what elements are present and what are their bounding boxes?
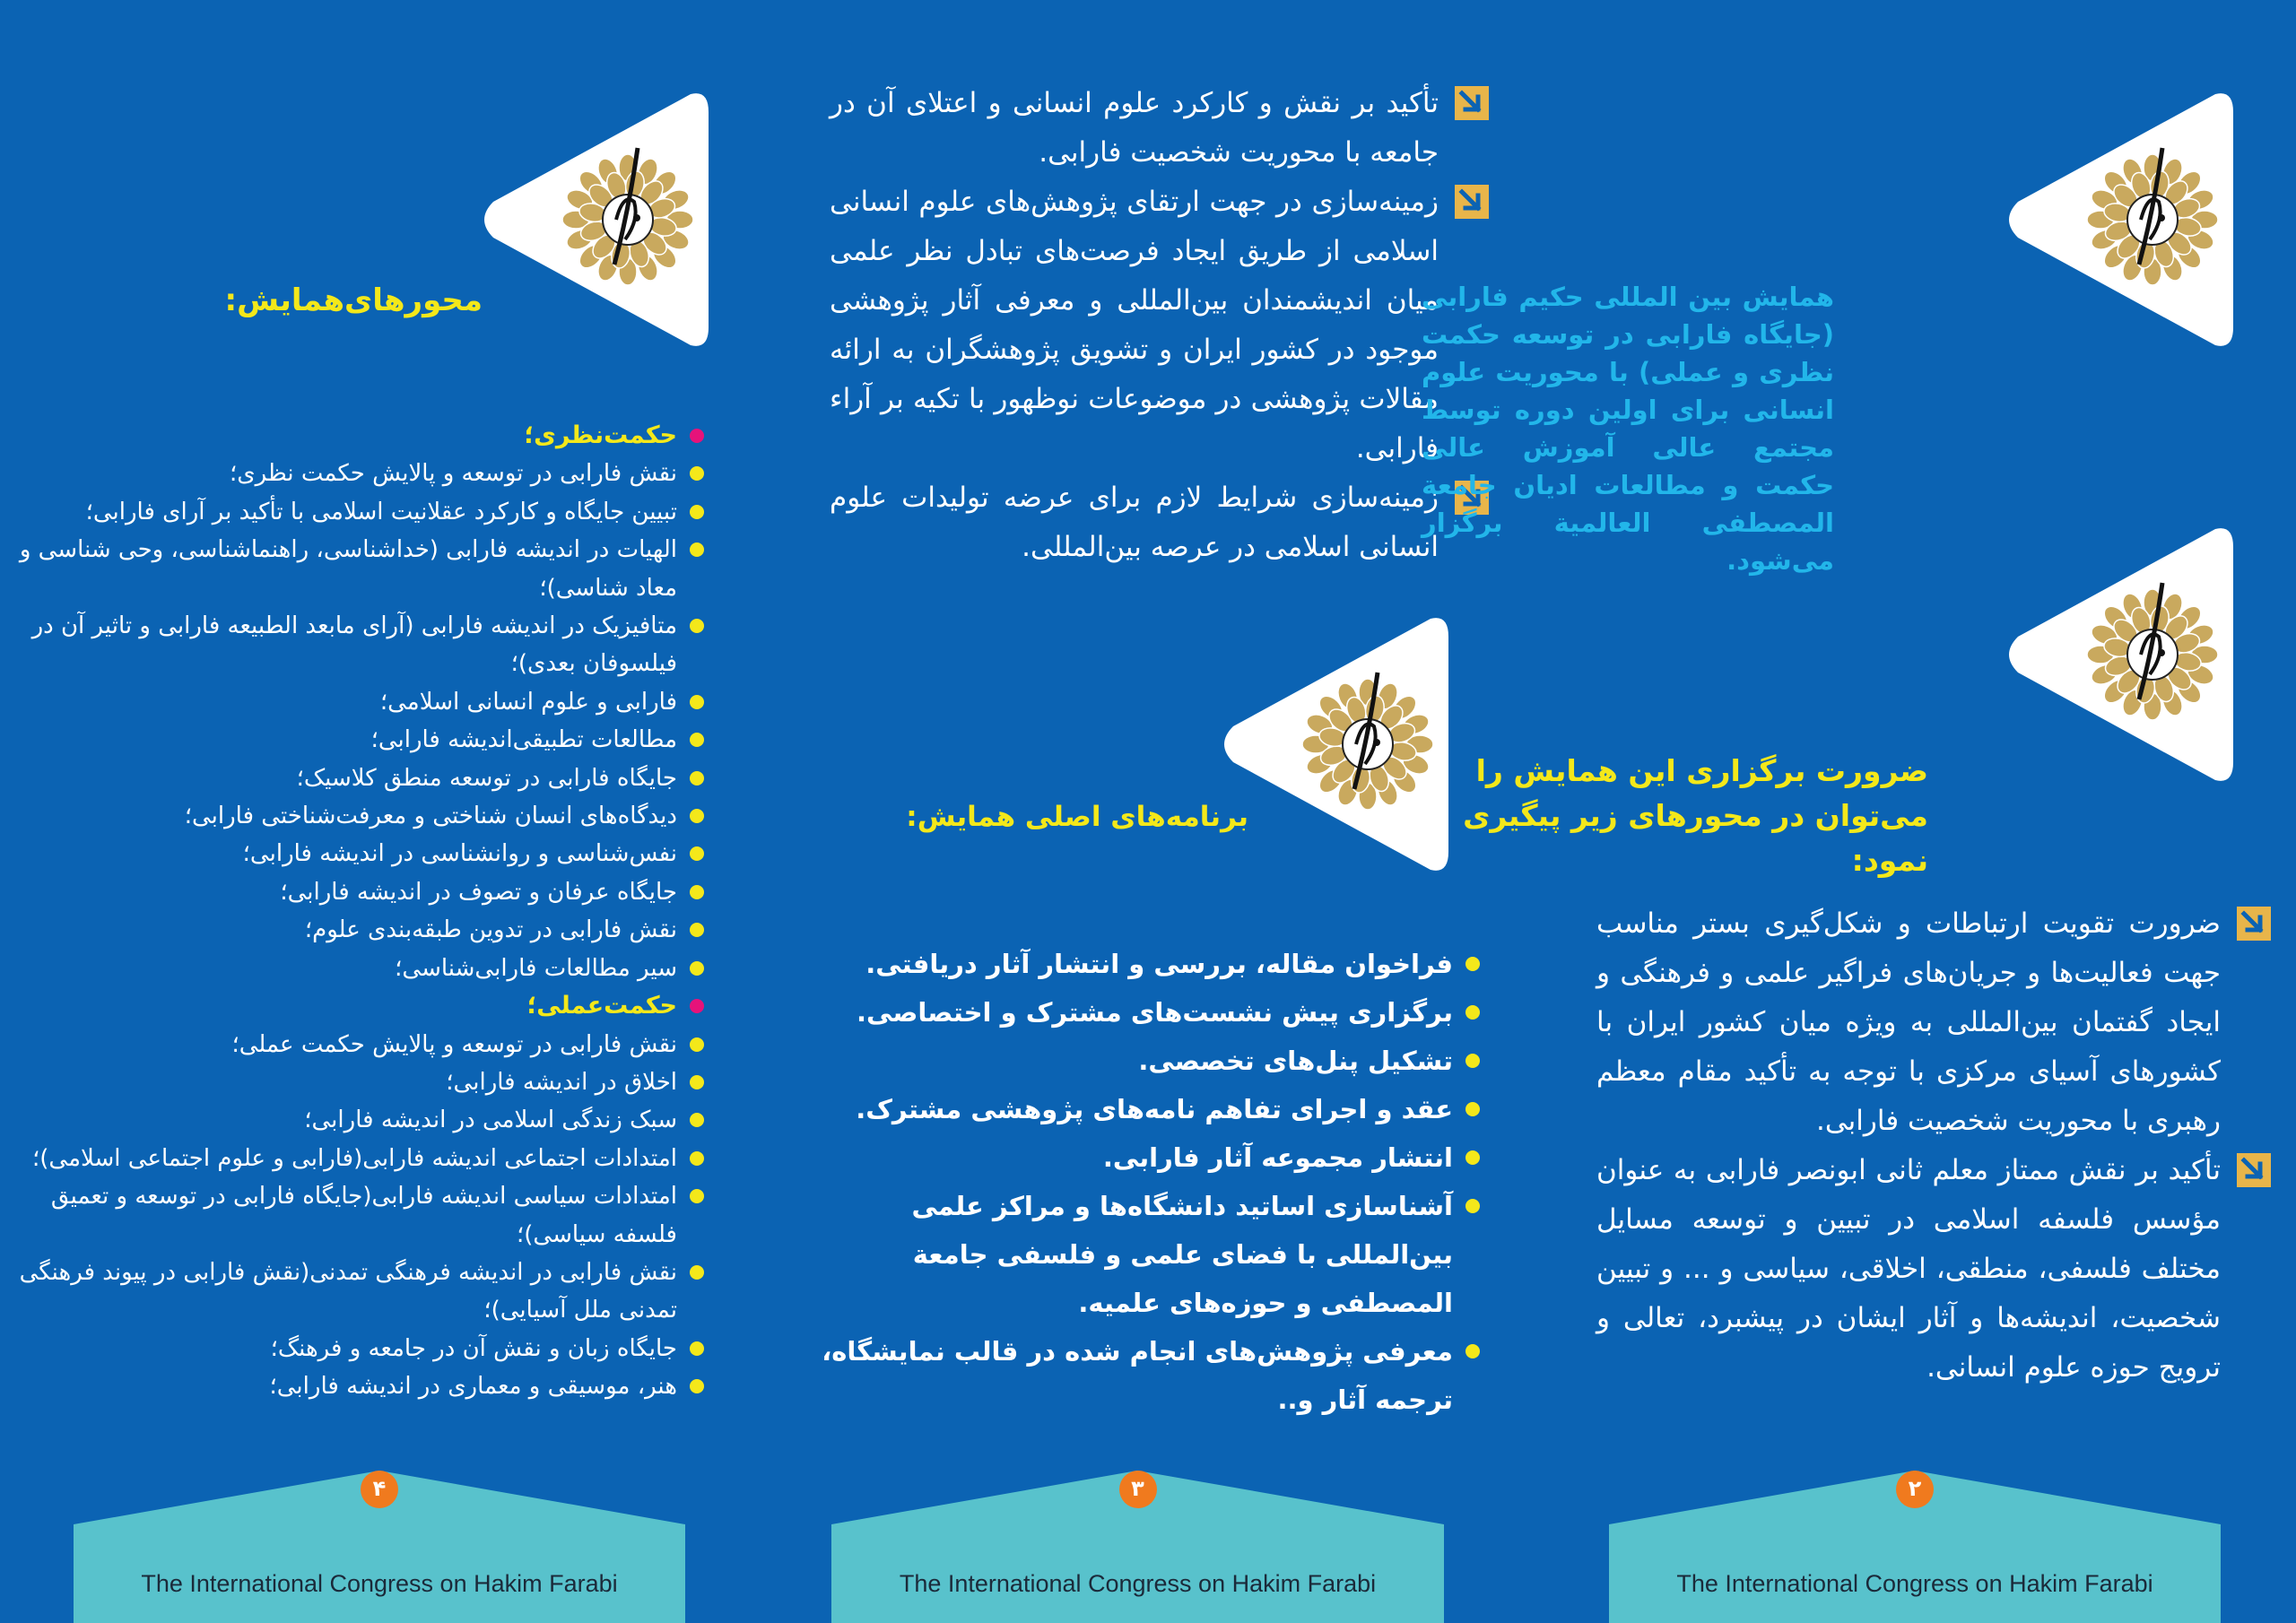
arrow-bullet-icon [2237,907,2271,941]
footer-band [74,1471,685,1623]
panel-axes [0,0,735,1623]
farabi-logo-icon [471,85,713,354]
list-item [830,178,1489,473]
list-item-text: زمینه‌سازی شرایط لازم برای عرضه تولیدات علوم انسانی اسلامی در عرصه بین‌المللی. [830,482,1439,563]
list-item: فراخوان مقاله، بررسی و انتشار آثار دریافتی. [816,940,1480,988]
list-item: الهیات در اندیشه فارابی (خداشناسی، راهنماشناسی، وحی شناسی و معاد شناسی)؛ [13,531,704,607]
list-item: جایگاه عرفان و تصوف در اندیشه فارابی؛ [13,873,704,911]
intro-text: همایش بین المللی حکیم فارابی (جایگاه فارابی در توسعه حکمت نظری و عملی) با محوریت علوم انسانی برای اولین دوره توسط مجتمع عالی آموزش عالی حکمت و مطالعات ادیان جامعة المصطفی العالمیة برگزار می‌شود. [1422,282,1834,576]
footer-band [831,1471,1444,1623]
footer-band [1609,1471,2221,1623]
programs-list [816,940,1480,1424]
list-item: نقش فارابی در توسعه و پالایش حکمت عملی؛ [13,1026,704,1063]
list-item: معرفی پژوهش‌های انجام شده در قالب نمایشگاه، ترجمه آثار و.. [816,1327,1480,1424]
list-item: مطالعات تطبیقی‌اندیشه فارابی؛ [13,721,704,759]
list-item-text: زمینه‌سازی در جهت ارتقای پژوهش‌های علوم انسانی اسلامی از طریق ایجاد فرصت‌های تبادل نظر علمی میان اندیشمندان بین‌المللی و معرفی آثار پژوهشی موجود در کشور ایران و تشویق پژوهشگران به ارائه مقالات پژوهشی در موضوعات نوظهور با تکیه بر آراء فارابی. [830,186,1439,464]
list-item [830,473,1489,572]
reasons-list [1596,899,2271,1393]
practice-subheading: حکمت‌عملی؛ [13,987,704,1025]
list-item: برگزاری پیش نشست‌های مشترک و اختصاصی. [816,988,1480,1037]
goals-list [830,79,1489,572]
panel-intro [1422,0,2296,1623]
list-item: اخلاق در اندیشه فارابی؛ [13,1063,704,1101]
list-item: انتشار مجموعه آثار فارابی. [816,1133,1480,1182]
farabi-logo-icon [1996,85,2238,354]
list-item: هنر، موسیقی و معماری در اندیشه فارابی؛ [13,1367,704,1405]
list-item: جایگاه زبان و نقش آن در جامعه و فرهنگ؛ [13,1330,704,1367]
list-item-text: ضرورت تقویت ارتباطات و شکل‌گیری بستر مناسب جهت فعالیت‌ها و جریان‌های فراگیر علمی و فرهنگی و ایجاد گفتمان بین‌المللی به ویژه میان کشور ایران با کشورهای آسیای مرکزی با توجه به تأکید مقام معظم رهبری با محوریت شخصیت فارابی. [1596,907,2221,1137]
panel-goals-programs [789,0,1507,1623]
list-item: نقش فارابی در تدوین طبقه‌بندی علوم؛ [13,911,704,949]
farabi-logo-icon [1996,520,2238,789]
list-item: سبک زندگی اسلامی در اندیشه فارابی؛ [13,1101,704,1139]
page-number: ۲ [1896,1471,1934,1508]
axes-heading: محورهای‌همایش: [224,282,483,318]
congress-name: The International Congress on Hakim Farabi [141,1570,618,1597]
list-item-text: تأکید بر نقش و کارکرد علوم انسانی و اعتلای آن در جامعه با محوریت شخصیت فارابی. [830,87,1439,169]
list-item: امتدادات سیاسی اندیشه فارابی(جایگاه فارابی در توسعه و تعمیق فلسفه سیاسی)؛ [13,1177,704,1254]
arrow-bullet-icon [1455,185,1489,219]
theory-subheading: حکمت‌نظری؛ [13,417,704,455]
list-item: تشکیل پنل‌های تخصصی. [816,1037,1480,1085]
congress-name: The International Congress on Hakim Farabi [899,1570,1377,1597]
list-item-text: تأکید بر نقش ممتاز معلم ثانی ابونصر فارابی به عنوان مؤسس فلسفه اسلامی در تبیین و توسعه مسایل مختلف فلسفی، منطقی، اخلاقی، سیاسی و ... و تبیین شخصیت، اندیشه‌ها و آثار ایشان در پیشبرد، تعالی و ترویج حوزه علوم انسانی. [1596,1154,2221,1384]
axes-list [13,417,704,1406]
list-item [1596,899,2271,1146]
list-item: عقد و اجرای تفاهم نامه‌های پژوهشی مشترک. [816,1085,1480,1133]
list-item: جایگاه فارابی در توسعه منطق کلاسیک؛ [13,759,704,797]
list-item: دیدگاه‌های انسان شناختی و معرفت‌شناختی فارابی؛ [13,797,704,835]
list-item: تبیین جایگاه و کارکرد عقلانیت اسلامی با تأکید بر آرای فارابی؛ [13,493,704,531]
list-item: امتدادات اجتماعی اندیشه فارابی(فارابی و علوم اجتماعی اسلامی)؛ [13,1140,704,1177]
programs-heading: برنامه‌های اصلی همایش: [906,801,1248,833]
list-item: آشناسازی اساتید دانشگاه‌ها و مراکز علمی بین‌المللی با فضای علمی و فلسفی جامعة المصطفی و حوزه‌های علمیه. [816,1182,1480,1327]
list-item: نفس‌شناسی و روانشناسی در اندیشه فارابی؛ [13,835,704,872]
page-number: ۴ [361,1471,398,1508]
list-item [1596,1146,2271,1393]
arrow-bullet-icon [2237,1153,2271,1187]
list-item [830,79,1489,178]
page-number: ۳ [1119,1471,1157,1508]
list-item: نقش فارابی در اندیشه فرهنگی تمدنی(نقش فارابی در پیوند فرهنگی تمدنی ملل آسیایی)؛ [13,1254,704,1330]
arrow-bullet-icon [1455,86,1489,120]
list-item: نقش فارابی در توسعه و پالایش حکمت نظری؛ [13,455,704,492]
farabi-logo-icon [1211,610,1453,879]
necessity-heading: ضرورت برگزاری این همایش را می‌توان در محورهای زیر پیگیری نمود: [1463,753,1928,878]
list-item: متافیزیک در اندیشه فارابی (آرای مابعد الطبیعه فارابی و تاثیر آن در فیلسوفان بعدی)؛ [13,607,704,683]
list-item: فارابی و علوم انسانی اسلامی؛ [13,683,704,721]
congress-name: The International Congress on Hakim Farabi [1676,1570,2153,1597]
list-item: سیر مطالعات فارابی‌شناسی؛ [13,950,704,987]
